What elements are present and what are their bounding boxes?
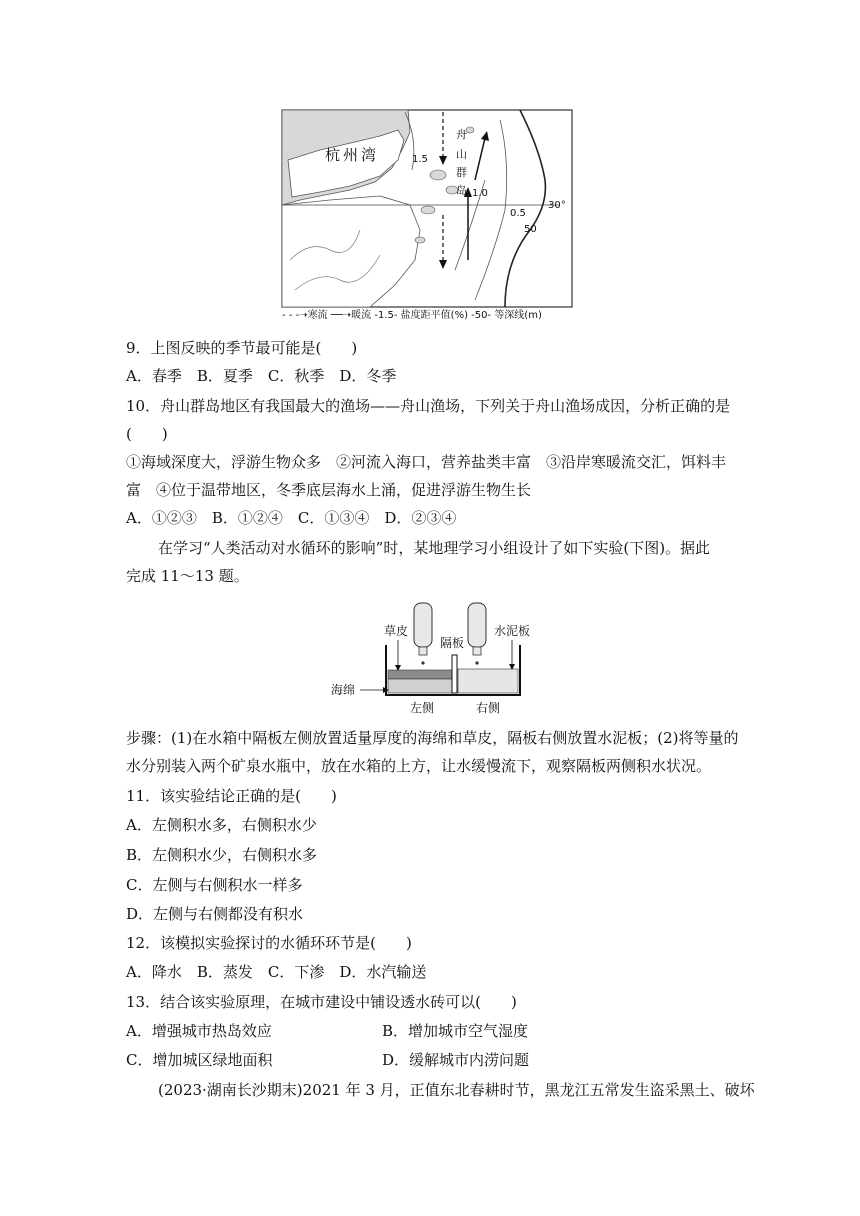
left-side-label: 左侧 — [410, 701, 435, 715]
depth-label: 50 — [524, 224, 537, 235]
partition — [452, 655, 457, 693]
grass-layer — [388, 670, 452, 679]
bottle-left — [414, 603, 432, 647]
isoline-label: 0.5 — [510, 208, 526, 219]
steps-text: 步骤：(1)在水箱中隔板左侧放置适量厚度的海绵和草皮，隔板右侧放置水泥板；(2)将等量的 — [126, 729, 739, 747]
q10-options: A．①②③ B．①②④ C．①③④ D．②③④ — [126, 509, 457, 527]
latitude-label: 30° — [548, 200, 566, 211]
q13-stem: 13．结合该实验原理，在城市建设中铺设透水砖可以( ) — [126, 993, 517, 1011]
sponge-layer — [388, 679, 452, 693]
intro-text: 在学习“人类活动对水循环的影响”时，某地理学习小组设计了如下实验(下图)。据此 — [158, 539, 711, 557]
q11-stem: 11．该实验结论正确的是( ) — [126, 787, 337, 805]
q9-stem: 9．上图反映的季节最可能是( ) — [126, 339, 358, 357]
q11-option-b: B．左侧积水少，右侧积水多 — [126, 846, 318, 864]
isoline-label: 1.0 — [472, 188, 488, 199]
cement-layer — [458, 669, 518, 693]
q11-option-d: D．左侧与右侧都没有积水 — [126, 905, 304, 923]
q10-items-cont: 富 ④位于温带地区，冬季底层海水上涌，促进浮游生物生长 — [126, 481, 532, 499]
island — [415, 237, 425, 243]
dashed-arrow-icon: - - -➝ — [282, 310, 308, 321]
q11-option-c: C．左侧与右侧积水一样多 — [126, 876, 303, 894]
intro-text-cont: 完成 11～13 题。 — [126, 567, 249, 585]
island-label: 群 — [456, 166, 467, 179]
steps-text-cont: 水分别装入两个矿泉水瓶中，放在水箱的上方，让水缓慢流下，观察隔板两侧积水状况。 — [126, 757, 712, 775]
q13-option-a: A．增强城市热岛效应 — [126, 1022, 272, 1040]
next-section-intro: (2023·湖南长沙期末)2021 年 3 月，正值东北春耕时节，黑龙江五常发生盗采黑土、破坏 — [158, 1081, 755, 1099]
q11-option-a: A．左侧积水多，右侧积水少 — [126, 816, 317, 834]
isoline-label: 1.5 — [412, 154, 428, 165]
experiment-diagram — [0, 595, 860, 725]
map-legend: - - -➝寒流 ──➝暖流 -1.5- 盐度距平值(%) -50- 等深线(m) — [282, 310, 542, 321]
sponge-label: 海绵 — [331, 683, 356, 697]
q13-option-b: B．增加城市空气湿度 — [382, 1022, 529, 1040]
island — [466, 127, 474, 133]
solid-arrow-icon: ──➝ — [330, 310, 352, 321]
island — [430, 170, 446, 180]
q12-options: A．降水 B．蒸发 C．下渗 D．水汽输送 — [126, 963, 427, 981]
bay-label: 杭州湾 — [325, 146, 380, 164]
zhoushan-map — [0, 0, 860, 330]
q10-stem-paren: ( ) — [126, 425, 168, 443]
q13-option-c: C．增加城区绿地面积 — [126, 1051, 273, 1069]
q9-options: A．春季 B．夏季 C．秋季 D．冬季 — [126, 367, 397, 385]
island-label: 岛 — [456, 184, 467, 197]
bottle-right — [468, 603, 486, 647]
partition-label: 隔板 — [440, 636, 465, 650]
q12-stem: 12．该模拟实验探讨的水循环环节是( ) — [126, 934, 412, 952]
island — [421, 206, 435, 214]
q10-stem: 10．舟山群岛地区有我国最大的渔场——舟山渔场，下列关于舟山渔场成因，分析正确的是 — [126, 397, 731, 415]
right-side-label: 右侧 — [476, 701, 501, 715]
q13-option-d: D．缓解城市内涝问题 — [382, 1051, 530, 1069]
island-label: 山 — [456, 148, 467, 161]
island-label: 舟 — [456, 128, 467, 141]
q10-items: ①海域深度大，浮游生物众多 ②河流入海口，营养盐类丰富 ③沿岸寒暖流交汇，饵料丰 — [126, 453, 727, 471]
cement-label: 水泥板 — [494, 624, 531, 638]
grass-label: 草皮 — [384, 624, 409, 638]
